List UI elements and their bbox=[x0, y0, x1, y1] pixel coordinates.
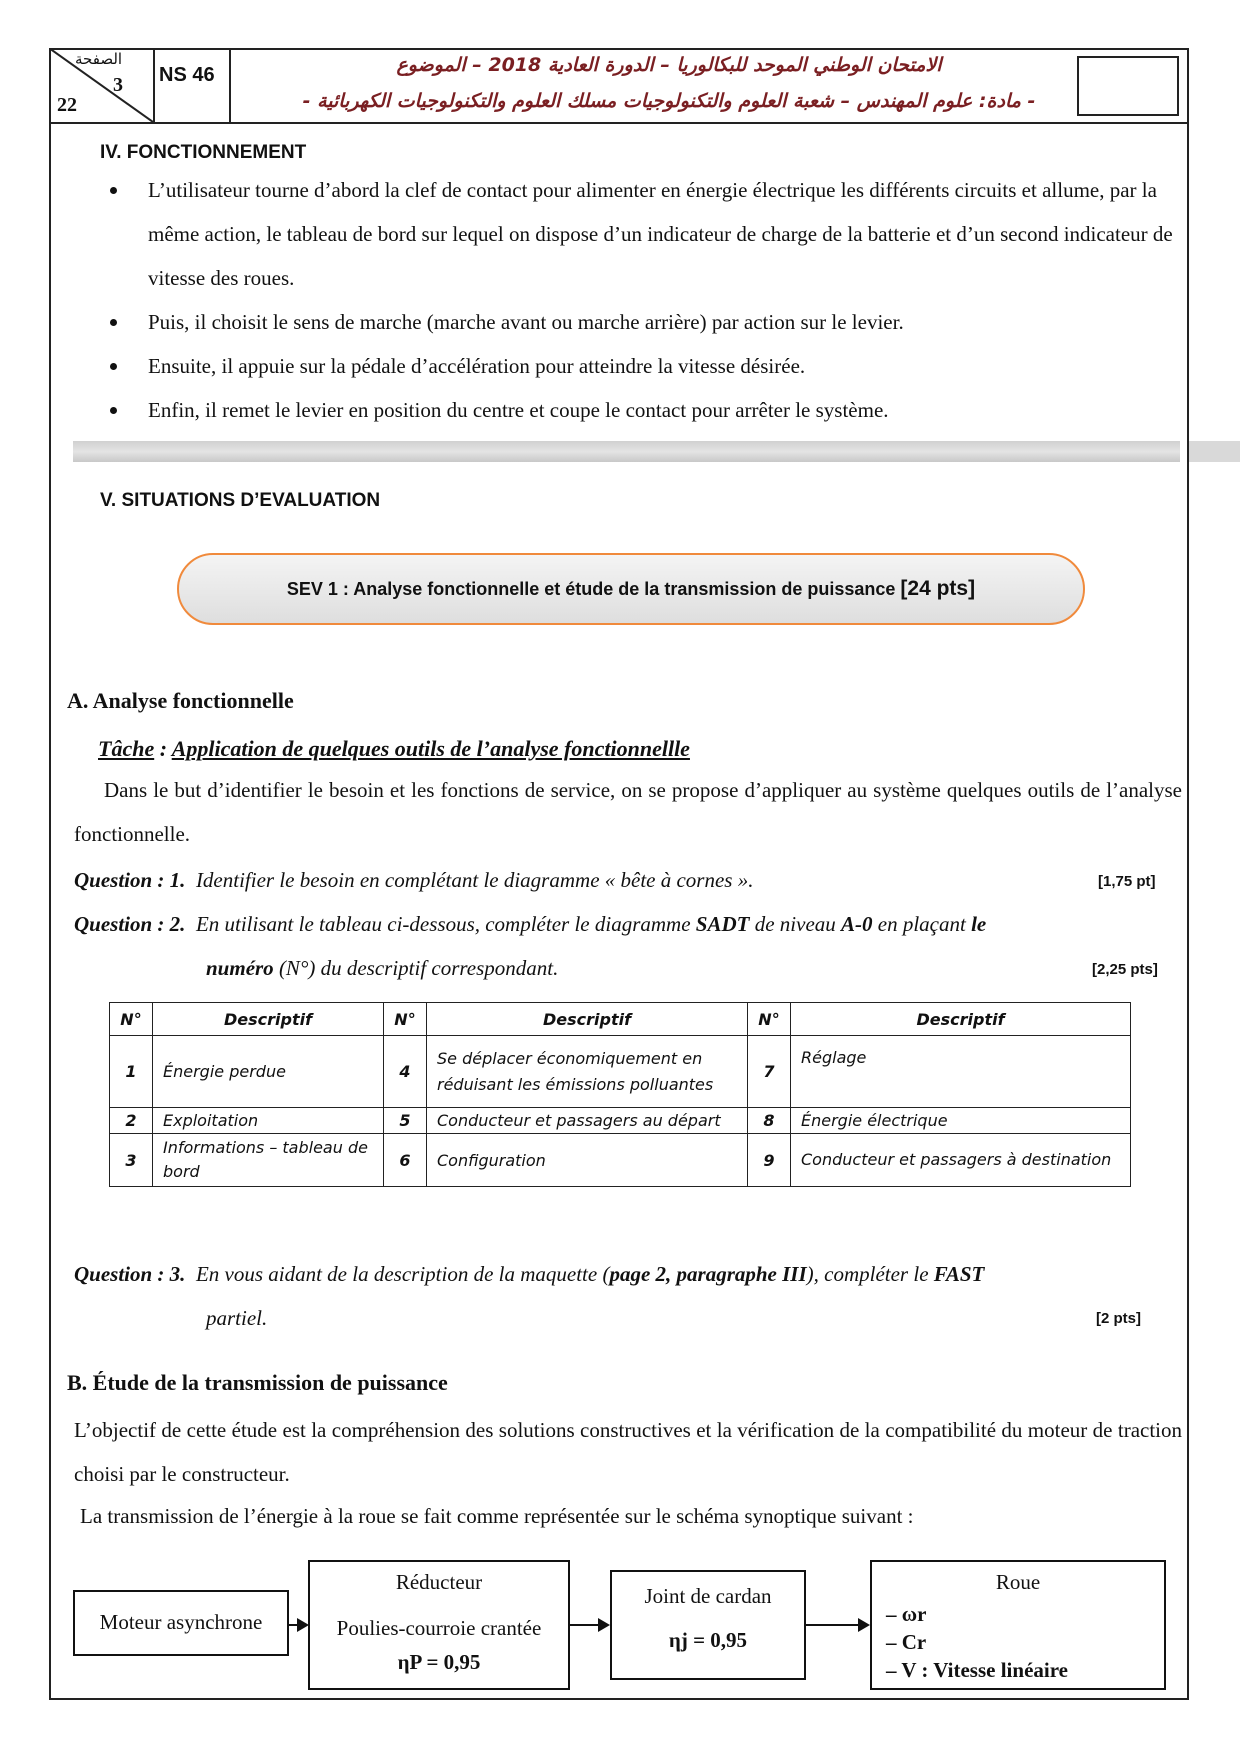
table-cell: 5 bbox=[384, 1108, 427, 1134]
table-cell: Exploitation bbox=[153, 1108, 384, 1134]
table-cell: Réglage bbox=[791, 1036, 1131, 1108]
motor-label: Moteur asynchrone bbox=[99, 1610, 263, 1634]
page-label: الصفحة bbox=[75, 50, 123, 68]
table-cell: Informations – tableau de bord bbox=[153, 1134, 384, 1187]
question-3-cont: partiel. bbox=[206, 1306, 268, 1330]
table-row bbox=[110, 1134, 1131, 1187]
table-header: N° bbox=[384, 1003, 427, 1036]
question-1-label: Question : 1. bbox=[74, 868, 186, 892]
table-cell: 7 bbox=[748, 1036, 791, 1108]
exam-code-box bbox=[153, 48, 231, 122]
sev-points: [24 pts] bbox=[900, 577, 976, 600]
page-number: 3 bbox=[113, 74, 123, 96]
table-header: Descriptif bbox=[153, 1003, 384, 1036]
cardan-title: Joint de cardan bbox=[644, 1584, 772, 1608]
section-separator-extension bbox=[1189, 441, 1240, 462]
reducer-sub: Poulies-courroie crantée bbox=[336, 1616, 542, 1640]
wheel-items bbox=[886, 1600, 1068, 1684]
section-separator bbox=[73, 441, 1180, 462]
page-number-box bbox=[49, 48, 155, 122]
wheel-item-omega: – ωr bbox=[886, 1602, 927, 1626]
section-v-title: V. SITUATIONS D’EVALUATION bbox=[100, 490, 381, 511]
question-2-cont: numéro (N°) du descriptif correspondant. bbox=[206, 956, 559, 980]
exam-title-line2: - مادة: علوم المهندس – شعبة العلوم والتكنولوجيات مسلك العلوم والتكنولوجيات الكهربائية - bbox=[302, 90, 1036, 112]
table-cell: 3 bbox=[110, 1134, 153, 1187]
wheel-title: Roue bbox=[995, 1570, 1041, 1594]
question-2: Question : 2. En utilisant le tableau ci-dessous, compléter le diagramme SADT de niveau A-0 en plaçant le bbox=[74, 912, 987, 936]
arrow-icon bbox=[570, 1624, 608, 1626]
header-blank-box bbox=[1077, 56, 1179, 116]
section-iv-title: IV. FONCTIONNEMENT bbox=[100, 142, 307, 163]
wheel-item-speed: – V : Vitesse linéaire bbox=[886, 1658, 1068, 1682]
table-header: N° bbox=[110, 1003, 153, 1036]
exam-code: NS 46 bbox=[159, 64, 215, 86]
table-cell: Énergie perdue bbox=[153, 1036, 384, 1108]
bullet-icon bbox=[110, 363, 117, 370]
task-title: Application de quelques outils de l’analyse fonctionnellle bbox=[171, 736, 690, 761]
reducer-title: Réducteur bbox=[395, 1570, 483, 1594]
descriptif-table bbox=[109, 1002, 1131, 1187]
question-3: Question : 3. En vous aidant de la description de la maquette (page 2, paragraphe III), compléter le FAST bbox=[74, 1262, 985, 1286]
exam-title-line1: الامتحان الوطني الموحد للبكالوريا – الدورة العادية 2018 – الموضوع bbox=[396, 54, 942, 76]
motor-block bbox=[73, 1590, 289, 1656]
cardan-block bbox=[610, 1570, 806, 1680]
table-header: Descriptif bbox=[427, 1003, 748, 1036]
table-cell: 8 bbox=[748, 1108, 791, 1134]
table-cell: 2 bbox=[110, 1108, 153, 1134]
reducer-block bbox=[308, 1560, 570, 1690]
part-b-title: B. Étude de la transmission de puissance bbox=[67, 1370, 448, 1395]
arrow-icon bbox=[806, 1624, 868, 1626]
exam-header bbox=[49, 48, 1189, 124]
task-label: Tâche bbox=[98, 736, 155, 761]
table-row bbox=[110, 1036, 1131, 1108]
table-cell: 6 bbox=[384, 1134, 427, 1187]
table-row bbox=[110, 1108, 1131, 1134]
sev-label: SEV 1 : Analyse fonctionnelle et étude de la transmission de puissance bbox=[286, 579, 896, 599]
table-header-row bbox=[110, 1003, 1131, 1036]
table-header: N° bbox=[748, 1003, 791, 1036]
question-1-text: Identifier le besoin en complétant le diagramme « bête à cornes ». bbox=[195, 868, 754, 892]
part-a-intro: Dans le but d’identifier le besoin et les fonctions de service, on se propose d’appliquer au système quelques outils de l’analyse fonctionnelle. bbox=[74, 778, 1182, 846]
table-cell: 9 bbox=[748, 1134, 791, 1187]
list-item: Ensuite, il appuie sur la pédale d’accélération pour atteindre la vitesse désirée. bbox=[100, 344, 1182, 388]
wheel-block bbox=[870, 1560, 1166, 1690]
question-2-label: Question : 2. bbox=[74, 912, 186, 936]
question-2-points: [2,25 pts] bbox=[1092, 961, 1158, 978]
task-line: Tâche : Application de quelques outils de l’analyse fonctionnellle bbox=[98, 736, 690, 761]
part-b-intro: L’objectif de cette étude est la compréhension des solutions constructives et la vérification de la compatibilité du moteur de traction choisi par le constructeur. bbox=[74, 1418, 1182, 1486]
table-cell: Configuration bbox=[427, 1134, 748, 1187]
question-1 bbox=[74, 868, 753, 893]
question-1-points: [1,75 pt] bbox=[1098, 873, 1156, 890]
list-item: L’utilisateur tourne d’abord la clef de contact pour alimenter en énergie électrique les différents circuits et allume, par la même action, le tableau de bord sur lequel on dispose d’un indicateur de charge de la batterie et d’un second indicateur de vitesse des roues. bbox=[100, 168, 1182, 300]
table-cell: Conducteur et passagers à destination bbox=[791, 1134, 1131, 1187]
table-cell: 4 bbox=[384, 1036, 427, 1108]
functioning-list bbox=[100, 168, 1182, 432]
table-cell: Énergie électrique bbox=[791, 1108, 1131, 1134]
list-item: Enfin, il remet le levier en position du centre et coupe le contact pour arrêter le système. bbox=[100, 388, 1182, 432]
table-cell: 1 bbox=[110, 1036, 153, 1108]
bullet-icon bbox=[110, 187, 117, 194]
part-b-intro2: La transmission de l’énergie à la roue se fait comme représentée sur le schéma synoptique suivant : bbox=[80, 1504, 914, 1528]
part-a-title: A. Analyse fonctionnelle bbox=[67, 688, 294, 713]
reducer-efficiency: ηP = 0,95 bbox=[397, 1650, 481, 1674]
question-3-label: Question : 3. bbox=[74, 1262, 186, 1286]
table-header: Descriptif bbox=[791, 1003, 1131, 1036]
cardan-efficiency: ηj = 0,95 bbox=[668, 1628, 748, 1652]
bullet-icon bbox=[110, 407, 117, 414]
arrow-icon bbox=[289, 1624, 307, 1626]
question-3-points: [2 pts] bbox=[1096, 1310, 1141, 1327]
bullet-icon bbox=[110, 319, 117, 326]
sev-banner bbox=[177, 553, 1085, 625]
page-total: 22 bbox=[57, 94, 77, 116]
table-cell: Se déplacer économiquement en réduisant les émissions polluantes bbox=[427, 1036, 748, 1108]
wheel-item-torque: – Cr bbox=[886, 1630, 927, 1654]
table-cell: Conducteur et passagers au départ bbox=[427, 1108, 748, 1134]
list-item: Puis, il choisit le sens de marche (marche avant ou marche arrière) par action sur le levier. bbox=[100, 300, 1182, 344]
